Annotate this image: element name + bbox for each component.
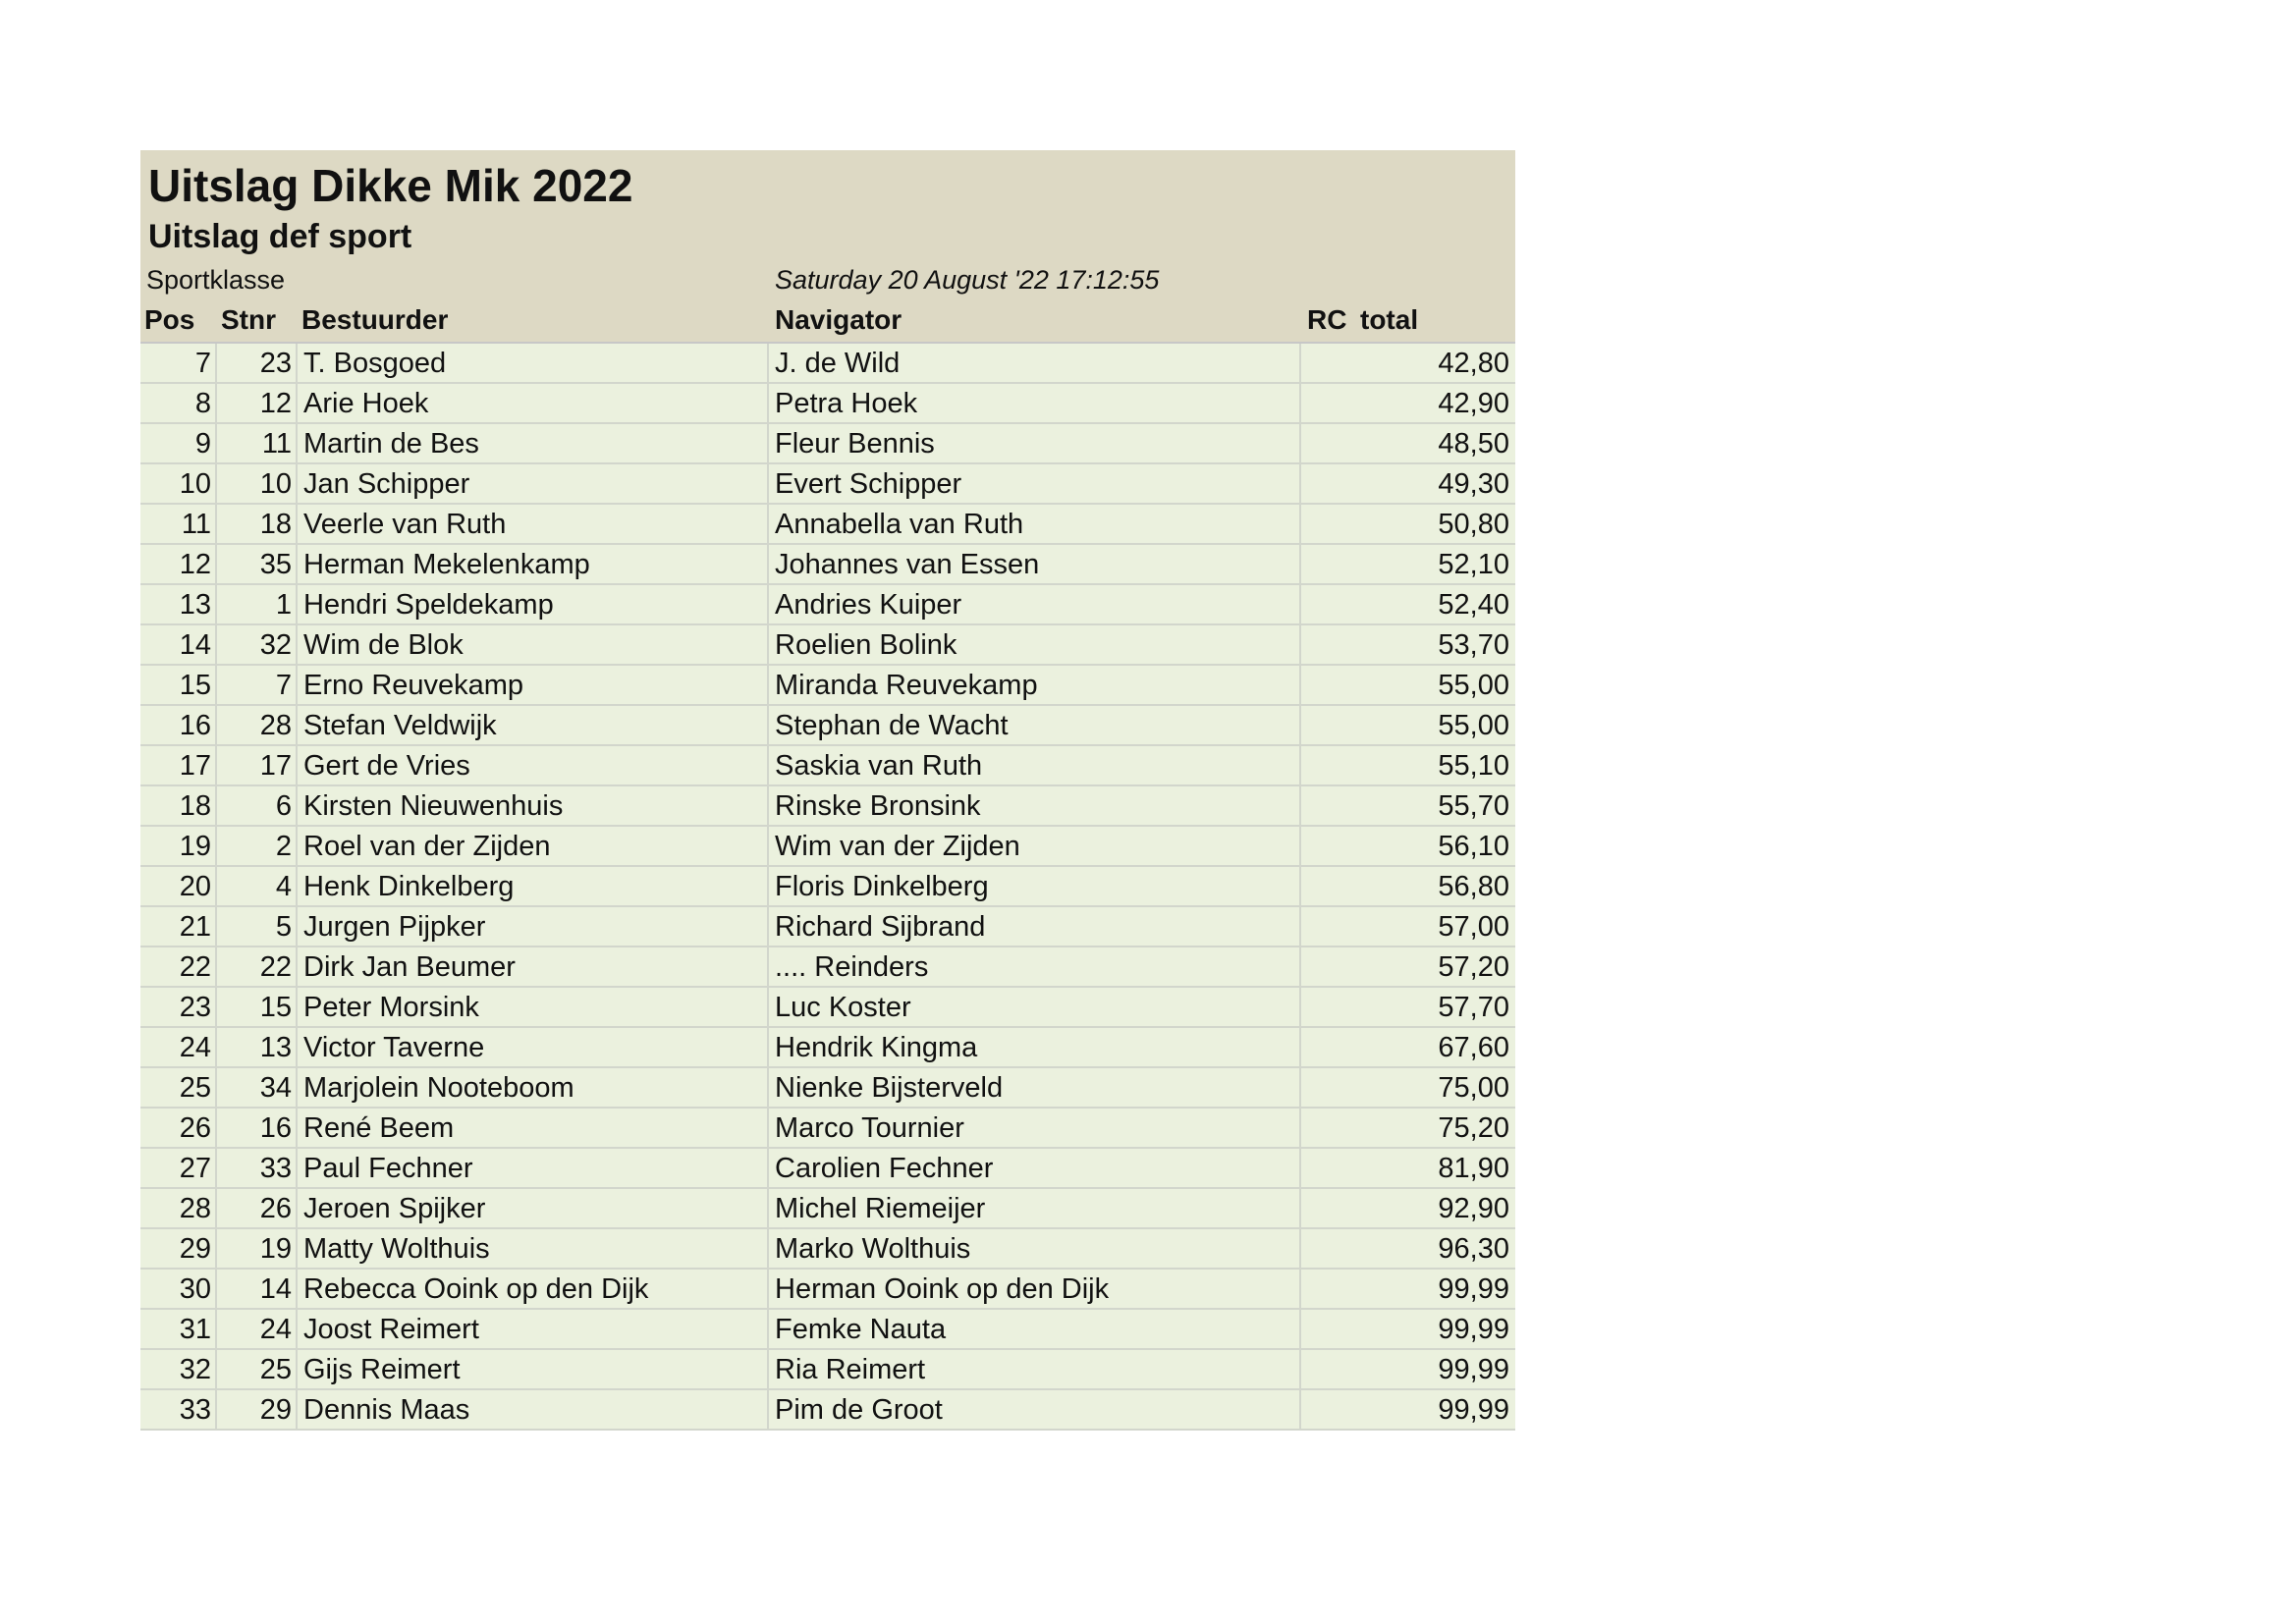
- cell-pos: 15: [140, 666, 217, 704]
- cell-pos: 17: [140, 746, 217, 784]
- cell-pos: 10: [140, 464, 217, 503]
- table-row: [140, 786, 1515, 827]
- cell-total: 56,10: [1438, 831, 1509, 862]
- cell-bestuurder: Matty Wolthuis: [296, 1229, 769, 1268]
- cell-stnr: 5: [275, 911, 292, 943]
- cell-total: 57,20: [1438, 951, 1509, 983]
- cell-navigator: Annabella van Ruth: [769, 505, 1301, 543]
- cell-bestuurder: Joost Reimert: [296, 1310, 769, 1348]
- cell-rc: [1301, 666, 1356, 704]
- table-row: [140, 1350, 1515, 1390]
- cell-stnr: 29: [259, 1394, 292, 1426]
- cell-navigator: Petra Hoek: [769, 384, 1301, 422]
- table-row: [140, 424, 1515, 464]
- cell-pos: 21: [140, 907, 217, 946]
- table-row: [140, 1109, 1515, 1149]
- cell-total: 55,00: [1438, 670, 1509, 701]
- cell-navigator: Floris Dinkelberg: [769, 867, 1301, 905]
- cell-bestuurder: Jurgen Pijpker: [296, 907, 769, 946]
- sheet-header: [140, 150, 1515, 298]
- cell-navigator: Femke Nauta: [769, 1310, 1301, 1348]
- cell-bestuurder: T. Bosgoed: [296, 344, 769, 382]
- cell-navigator: Ria Reimert: [769, 1350, 1301, 1388]
- cell-rc: [1301, 1068, 1356, 1107]
- cell-stnr: 23: [259, 348, 292, 379]
- cell-navigator: Nienke Bijsterveld: [769, 1068, 1301, 1107]
- cell-pos: 28: [140, 1189, 217, 1227]
- cell-total: 55,00: [1438, 710, 1509, 741]
- table-row: [140, 625, 1515, 666]
- cell-pos: 22: [140, 947, 217, 986]
- header-rc: RC: [1307, 304, 1347, 335]
- cell-stnr: 26: [259, 1193, 292, 1224]
- cell-bestuurder: Herman Mekelenkamp: [296, 545, 769, 583]
- cell-rc: [1301, 706, 1356, 744]
- cell-pos: 18: [140, 786, 217, 825]
- cell-stnr: 22: [259, 951, 292, 983]
- cell-bestuurder: Henk Dinkelberg: [296, 867, 769, 905]
- cell-navigator: Luc Koster: [769, 988, 1301, 1026]
- cell-stnr: 2: [275, 831, 292, 862]
- cell-pos: 26: [140, 1109, 217, 1147]
- cell-bestuurder: Dennis Maas: [296, 1390, 769, 1429]
- cell-pos: 23: [140, 988, 217, 1026]
- cell-bestuurder: Paul Fechner: [296, 1149, 769, 1187]
- cell-rc: [1301, 505, 1356, 543]
- cell-rc: [1301, 827, 1356, 865]
- cell-total: 99,99: [1438, 1394, 1509, 1426]
- cell-navigator: Evert Schipper: [769, 464, 1301, 503]
- cell-rc: [1301, 344, 1356, 382]
- cell-total: 52,10: [1438, 549, 1509, 580]
- cell-bestuurder: Stefan Veldwijk: [296, 706, 769, 744]
- cell-stnr: 25: [259, 1354, 292, 1385]
- cell-pos: 7: [140, 344, 217, 382]
- table-row: [140, 947, 1515, 988]
- table-row: [140, 344, 1515, 384]
- cell-total: 99,99: [1438, 1314, 1509, 1345]
- cell-rc: [1301, 947, 1356, 986]
- cell-total: 55,70: [1438, 790, 1509, 822]
- cell-navigator: Marco Tournier: [769, 1109, 1301, 1147]
- cell-bestuurder: Roel van der Zijden: [296, 827, 769, 865]
- cell-bestuurder: Dirk Jan Beumer: [296, 947, 769, 986]
- table-row: [140, 666, 1515, 706]
- cell-stnr: 19: [259, 1233, 292, 1265]
- cell-rc: [1301, 746, 1356, 784]
- cell-total: 81,90: [1438, 1153, 1509, 1184]
- cell-navigator: Stephan de Wacht: [769, 706, 1301, 744]
- cell-rc: [1301, 1270, 1356, 1308]
- cell-total: 92,90: [1438, 1193, 1509, 1224]
- cell-pos: 11: [140, 505, 217, 543]
- cell-stnr: 6: [275, 790, 292, 822]
- cell-navigator: Michel Riemeijer: [769, 1189, 1301, 1227]
- cell-bestuurder: Wim de Blok: [296, 625, 769, 664]
- cell-rc: [1301, 1310, 1356, 1348]
- cell-rc: [1301, 585, 1356, 623]
- cell-rc: [1301, 1149, 1356, 1187]
- cell-rc: [1301, 1189, 1356, 1227]
- cell-pos: 27: [140, 1149, 217, 1187]
- cell-total: 75,00: [1438, 1072, 1509, 1104]
- cell-total: 56,80: [1438, 871, 1509, 902]
- table-row: [140, 907, 1515, 947]
- table-row: [140, 1310, 1515, 1350]
- table-row: [140, 505, 1515, 545]
- cell-bestuurder: Gert de Vries: [296, 746, 769, 784]
- cell-rc: [1301, 786, 1356, 825]
- cell-rc: [1301, 384, 1356, 422]
- cell-bestuurder: Marjolein Nooteboom: [296, 1068, 769, 1107]
- table-row: [140, 827, 1515, 867]
- cell-total: 75,20: [1438, 1112, 1509, 1144]
- cell-bestuurder: Hendri Speldekamp: [296, 585, 769, 623]
- page-title: Uitslag Dikke Mik 2022: [148, 160, 633, 211]
- table-row: [140, 384, 1515, 424]
- cell-pos: 33: [140, 1390, 217, 1429]
- cell-navigator: Miranda Reuvekamp: [769, 666, 1301, 704]
- cell-pos: 24: [140, 1028, 217, 1066]
- cell-bestuurder: Erno Reuvekamp: [296, 666, 769, 704]
- cell-stnr: 33: [259, 1153, 292, 1184]
- cell-total: 50,80: [1438, 509, 1509, 540]
- table-row: [140, 1068, 1515, 1109]
- cell-total: 57,70: [1438, 992, 1509, 1023]
- cell-rc: [1301, 867, 1356, 905]
- header-bestuurder: Bestuurder: [301, 304, 449, 335]
- cell-stnr: 17: [259, 750, 292, 782]
- header-navigator: Navigator: [775, 304, 902, 335]
- cell-stnr: 28: [259, 710, 292, 741]
- cell-rc: [1301, 424, 1356, 462]
- cell-navigator: Rinske Bronsink: [769, 786, 1301, 825]
- table-row: [140, 464, 1515, 505]
- page-subtitle: Uitslag def sport: [148, 218, 412, 255]
- cell-stnr: 7: [275, 670, 292, 701]
- cell-total: 99,99: [1438, 1354, 1509, 1385]
- cell-pos: 30: [140, 1270, 217, 1308]
- cell-navigator: Marko Wolthuis: [769, 1229, 1301, 1268]
- cell-rc: [1301, 545, 1356, 583]
- class-label: Sportklasse: [146, 265, 286, 295]
- cell-total: 67,60: [1438, 1032, 1509, 1063]
- cell-bestuurder: Jeroen Spijker: [296, 1189, 769, 1227]
- cell-bestuurder: Kirsten Nieuwenhuis: [296, 786, 769, 825]
- cell-rc: [1301, 1350, 1356, 1388]
- cell-bestuurder: Rebecca Ooink op den Dijk: [296, 1270, 769, 1308]
- cell-stnr: 13: [259, 1032, 292, 1063]
- cell-navigator: Wim van der Zijden: [769, 827, 1301, 865]
- cell-pos: 29: [140, 1229, 217, 1268]
- cell-pos: 19: [140, 827, 217, 865]
- cell-navigator: J. de Wild: [769, 344, 1301, 382]
- cell-pos: 31: [140, 1310, 217, 1348]
- cell-total: 57,00: [1438, 911, 1509, 943]
- table-row: [140, 1189, 1515, 1229]
- cell-navigator: Fleur Bennis: [769, 424, 1301, 462]
- cell-navigator: Carolien Fechner: [769, 1149, 1301, 1187]
- cell-rc: [1301, 988, 1356, 1026]
- cell-navigator: Johannes van Essen: [769, 545, 1301, 583]
- cell-navigator: Roelien Bolink: [769, 625, 1301, 664]
- cell-total: 52,40: [1438, 589, 1509, 621]
- cell-bestuurder: René Beem: [296, 1109, 769, 1147]
- cell-stnr: 11: [261, 428, 292, 460]
- cell-pos: 9: [140, 424, 217, 462]
- cell-navigator: .... Reinders: [769, 947, 1301, 986]
- cell-rc: [1301, 1028, 1356, 1066]
- cell-rc: [1301, 1109, 1356, 1147]
- results-sheet: [140, 150, 1515, 1431]
- cell-navigator: Herman Ooink op den Dijk: [769, 1270, 1301, 1308]
- cell-stnr: 4: [275, 871, 292, 902]
- cell-stnr: 16: [259, 1112, 292, 1144]
- cell-total: 42,80: [1438, 348, 1509, 379]
- cell-navigator: Andries Kuiper: [769, 585, 1301, 623]
- cell-pos: 32: [140, 1350, 217, 1388]
- cell-pos: 20: [140, 867, 217, 905]
- table-row: [140, 988, 1515, 1028]
- timestamp: Saturday 20 August '22 17:12:55: [775, 265, 1160, 295]
- cell-bestuurder: Martin de Bes: [296, 424, 769, 462]
- cell-total: 42,90: [1438, 388, 1509, 419]
- table-row: [140, 746, 1515, 786]
- table-row: [140, 867, 1515, 907]
- header-stnr: Stnr: [221, 304, 276, 335]
- cell-total: 49,30: [1438, 468, 1509, 500]
- cell-rc: [1301, 625, 1356, 664]
- cell-bestuurder: Veerle van Ruth: [296, 505, 769, 543]
- cell-stnr: 32: [259, 629, 292, 661]
- cell-rc: [1301, 1390, 1356, 1429]
- table-row: [140, 1028, 1515, 1068]
- table-body: [140, 344, 1515, 1431]
- cell-stnr: 1: [275, 589, 292, 621]
- table-row: [140, 1390, 1515, 1431]
- cell-pos: 8: [140, 384, 217, 422]
- cell-stnr: 10: [259, 468, 292, 500]
- cell-navigator: Hendrik Kingma: [769, 1028, 1301, 1066]
- cell-stnr: 12: [259, 388, 292, 419]
- cell-rc: [1301, 1229, 1356, 1268]
- cell-pos: 14: [140, 625, 217, 664]
- table-row: [140, 1149, 1515, 1189]
- cell-total: 53,70: [1438, 629, 1509, 661]
- table-row: [140, 1270, 1515, 1310]
- cell-stnr: 35: [259, 549, 292, 580]
- cell-bestuurder: Arie Hoek: [296, 384, 769, 422]
- cell-bestuurder: Jan Schipper: [296, 464, 769, 503]
- table-row: [140, 545, 1515, 585]
- cell-navigator: Saskia van Ruth: [769, 746, 1301, 784]
- header-pos: Pos: [144, 304, 195, 335]
- cell-navigator: Pim de Groot: [769, 1390, 1301, 1429]
- table-row: [140, 706, 1515, 746]
- cell-rc: [1301, 907, 1356, 946]
- cell-stnr: 18: [259, 509, 292, 540]
- cell-total: 48,50: [1438, 428, 1509, 460]
- table-row: [140, 1229, 1515, 1270]
- cell-pos: 12: [140, 545, 217, 583]
- cell-bestuurder: Peter Morsink: [296, 988, 769, 1026]
- cell-bestuurder: Victor Taverne: [296, 1028, 769, 1066]
- cell-pos: 16: [140, 706, 217, 744]
- cell-bestuurder: Gijs Reimert: [296, 1350, 769, 1388]
- cell-total: 96,30: [1438, 1233, 1509, 1265]
- cell-total: 55,10: [1438, 750, 1509, 782]
- cell-pos: 13: [140, 585, 217, 623]
- cell-stnr: 14: [259, 1273, 292, 1305]
- cell-stnr: 24: [259, 1314, 292, 1345]
- cell-stnr: 15: [259, 992, 292, 1023]
- cell-navigator: Richard Sijbrand: [769, 907, 1301, 946]
- table-row: [140, 585, 1515, 625]
- header-total: total: [1360, 304, 1419, 335]
- cell-pos: 25: [140, 1068, 217, 1107]
- cell-rc: [1301, 464, 1356, 503]
- cell-total: 99,99: [1438, 1273, 1509, 1305]
- table-header: [140, 298, 1515, 344]
- cell-stnr: 34: [259, 1072, 292, 1104]
